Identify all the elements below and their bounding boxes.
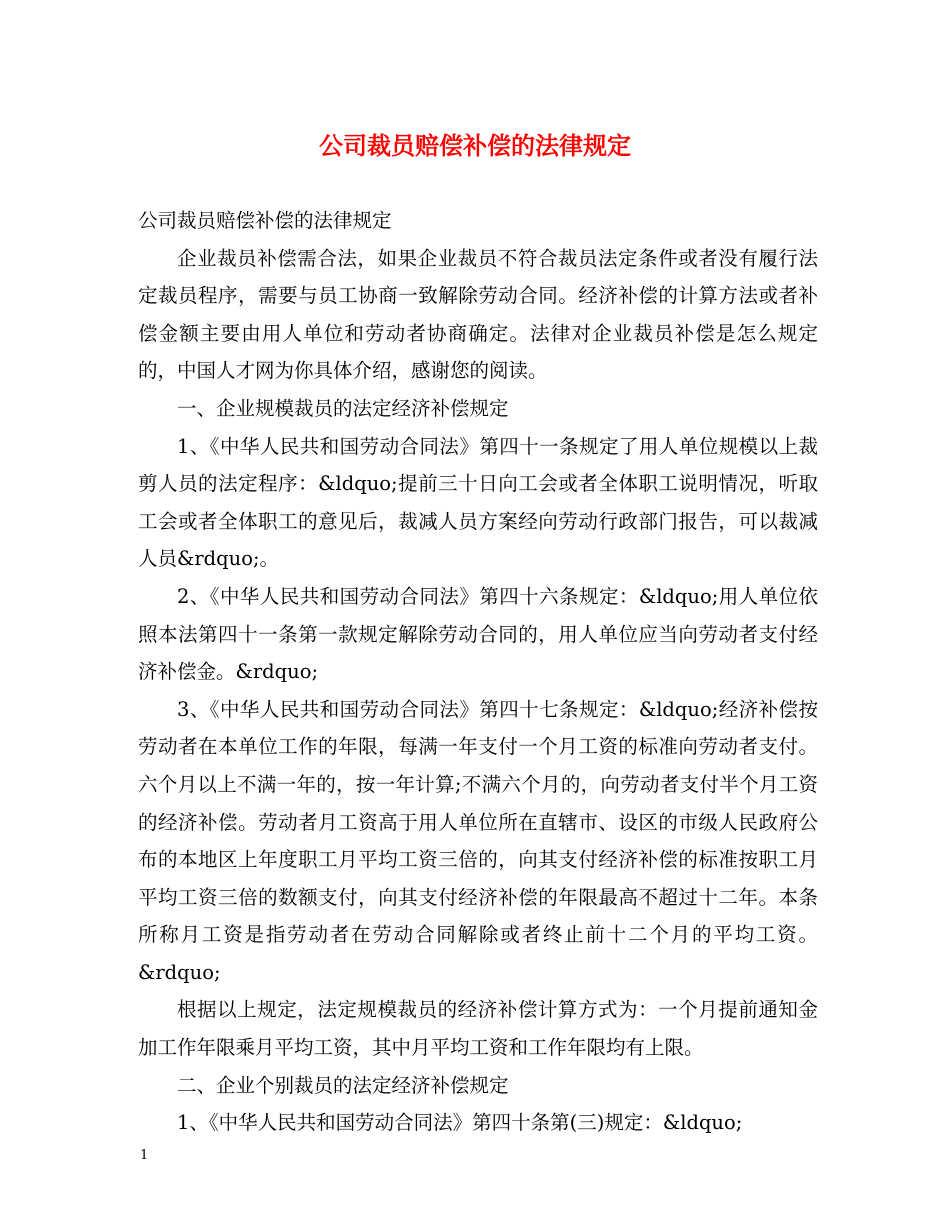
document-body <box>138 202 818 1142</box>
paragraph-article-41: 1、《中华人民共和国劳动合同法》第四十一条规定了用人单位规模以上裁剪人员的法定程序：&ldquo;提前三十日向工会或者全体职工说明情况，听取工会或者全体职工的意见后，裁减人员方案经向劳动行政部门报告，可以裁减人员&rdquo;。 <box>138 434 818 571</box>
section-heading-2: 二、企业个别裁员的法定经济补偿规定 <box>177 1073 509 1097</box>
paragraph-intro: 企业裁员补偿需合法，如果企业裁员不符合裁员法定条件或者没有履行法定裁员程序，需要与员工协商一致解除劳动合同。经济补偿的计算方法或者补偿金额主要由用人单位和劳动者协商确定。法律对企业裁员补偿是怎么规定的，中国人才网为你具体介绍，感谢您的阅读。 <box>138 246 818 383</box>
paragraph-article-47: 3、《中华人民共和国劳动合同法》第四十七条规定：&ldquo;经济补偿按劳动者在本单位工作的年限，每满一年支付一个月工资的标准向劳动者支付。六个月以上不满一年的，按一年计算;不满六个月的，向劳动者支付半个月工资的经济补偿。劳动者月工资高于用人单位所在直辖市、设区的市级人民政府公布的本地区上年度职工月平均工资三倍的，向其支付经济补偿的标准按职工月平均工资三倍的数额支付，向其支付经济补偿的年限最高不超过十二年。本条所称月工资是指劳动者在劳动合同解除或者终止前十二个月的平均工资。&rdquo; <box>138 697 818 984</box>
document-title: 公司裁员赔偿补偿的法律规定 <box>319 132 631 160</box>
paragraph-article-40: 1、《中华人民共和国劳动合同法》第四十条第(三)规定：&ldquo; <box>177 1111 743 1135</box>
page-number: 1 <box>140 1148 149 1163</box>
paragraph-heading: 公司裁员赔偿补偿的法律规定 <box>138 209 392 232</box>
section-heading-1: 一、企业规模裁员的法定经济补偿规定 <box>177 396 509 420</box>
paragraph-summary: 根据以上规定，法定规模裁员的经济补偿计算方式为：一个月提前通知金加工作年限乘月平均工资，其中月平均工资和工作年限均有上限。 <box>138 998 818 1060</box>
paragraph-article-46: 2、《中华人民共和国劳动合同法》第四十六条规定：&ldquo;用人单位依照本法第四十一条第一款规定解除劳动合同的，用人单位应当向劳动者支付经济补偿金。&rdquo; <box>138 584 818 684</box>
